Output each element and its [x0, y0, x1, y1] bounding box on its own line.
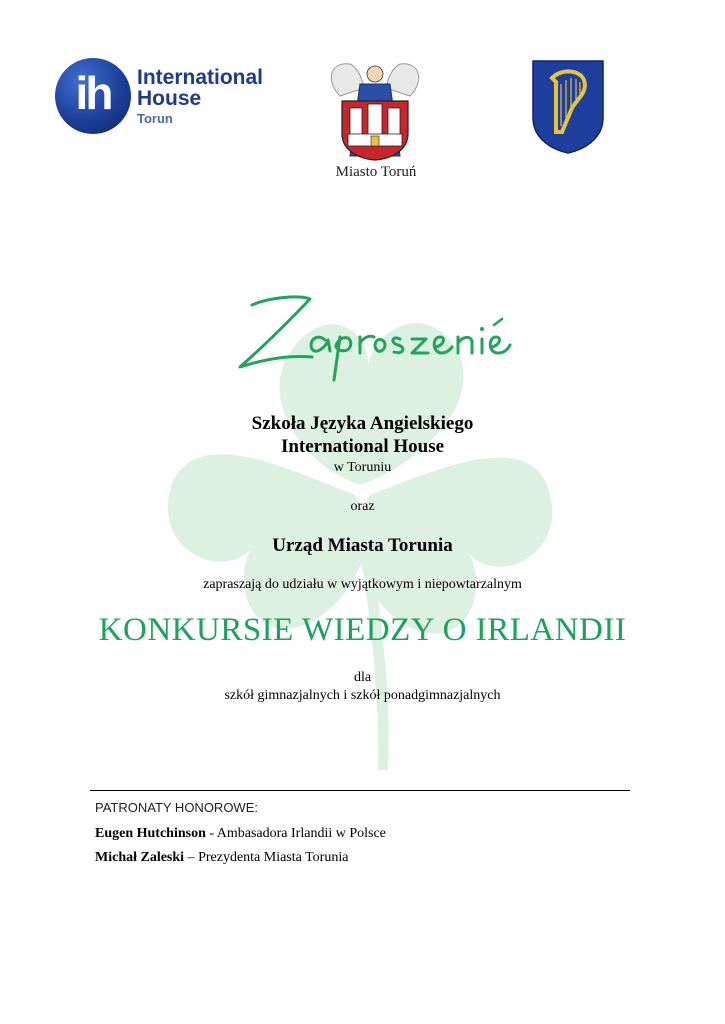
ih-wordmark [137, 67, 263, 125]
contest-title: KONKURSIE WIEDZY O IRLANDII [98, 612, 627, 648]
school-name [0, 412, 725, 458]
for-text: dla [353, 670, 372, 685]
torun-caption: Miasto Toruń [335, 164, 417, 180]
patrons-header: PATRONATY HONOROWE: [95, 800, 258, 815]
patron-item [95, 850, 348, 866]
ih-line3: Torun [137, 111, 173, 126]
ih-line1: International [137, 66, 264, 89]
miasto-torun-logo [320, 56, 430, 186]
school-city: w Toruniu [333, 460, 392, 475]
ih-mark: ih [75, 67, 111, 119]
patron-role: Ambasadora Irlandii w Polsce [216, 826, 386, 841]
target-schools: szkół gimnazjalnych i szkół ponadgimnazjalnych [224, 688, 501, 703]
school-line1: Szkoła Języka Angielskiego [251, 413, 474, 434]
torun-coat-of-arms-icon [320, 56, 430, 161]
patron-separator: – [184, 850, 199, 865]
script-title-graphic [230, 285, 520, 385]
international-house-logo [55, 58, 280, 134]
ireland-harp-icon [532, 60, 604, 154]
invitation-text: zapraszają do udziału w wyjątkowym i niepowtarzalnym [203, 577, 522, 592]
patron-role: Prezydenta Miasta Torunia [198, 850, 349, 865]
divider [90, 790, 630, 791]
patron-separator: - [205, 826, 217, 841]
conjunction: oraz [350, 499, 375, 514]
office-name: Urząd Miasta Torunia [272, 535, 453, 556]
ih-line2: House [137, 87, 202, 110]
patron-name: Michał Zaleski [95, 850, 185, 865]
patron-item [95, 826, 386, 842]
school-line2: International House [280, 436, 445, 457]
patron-name: Eugen Hutchinson [95, 826, 206, 841]
